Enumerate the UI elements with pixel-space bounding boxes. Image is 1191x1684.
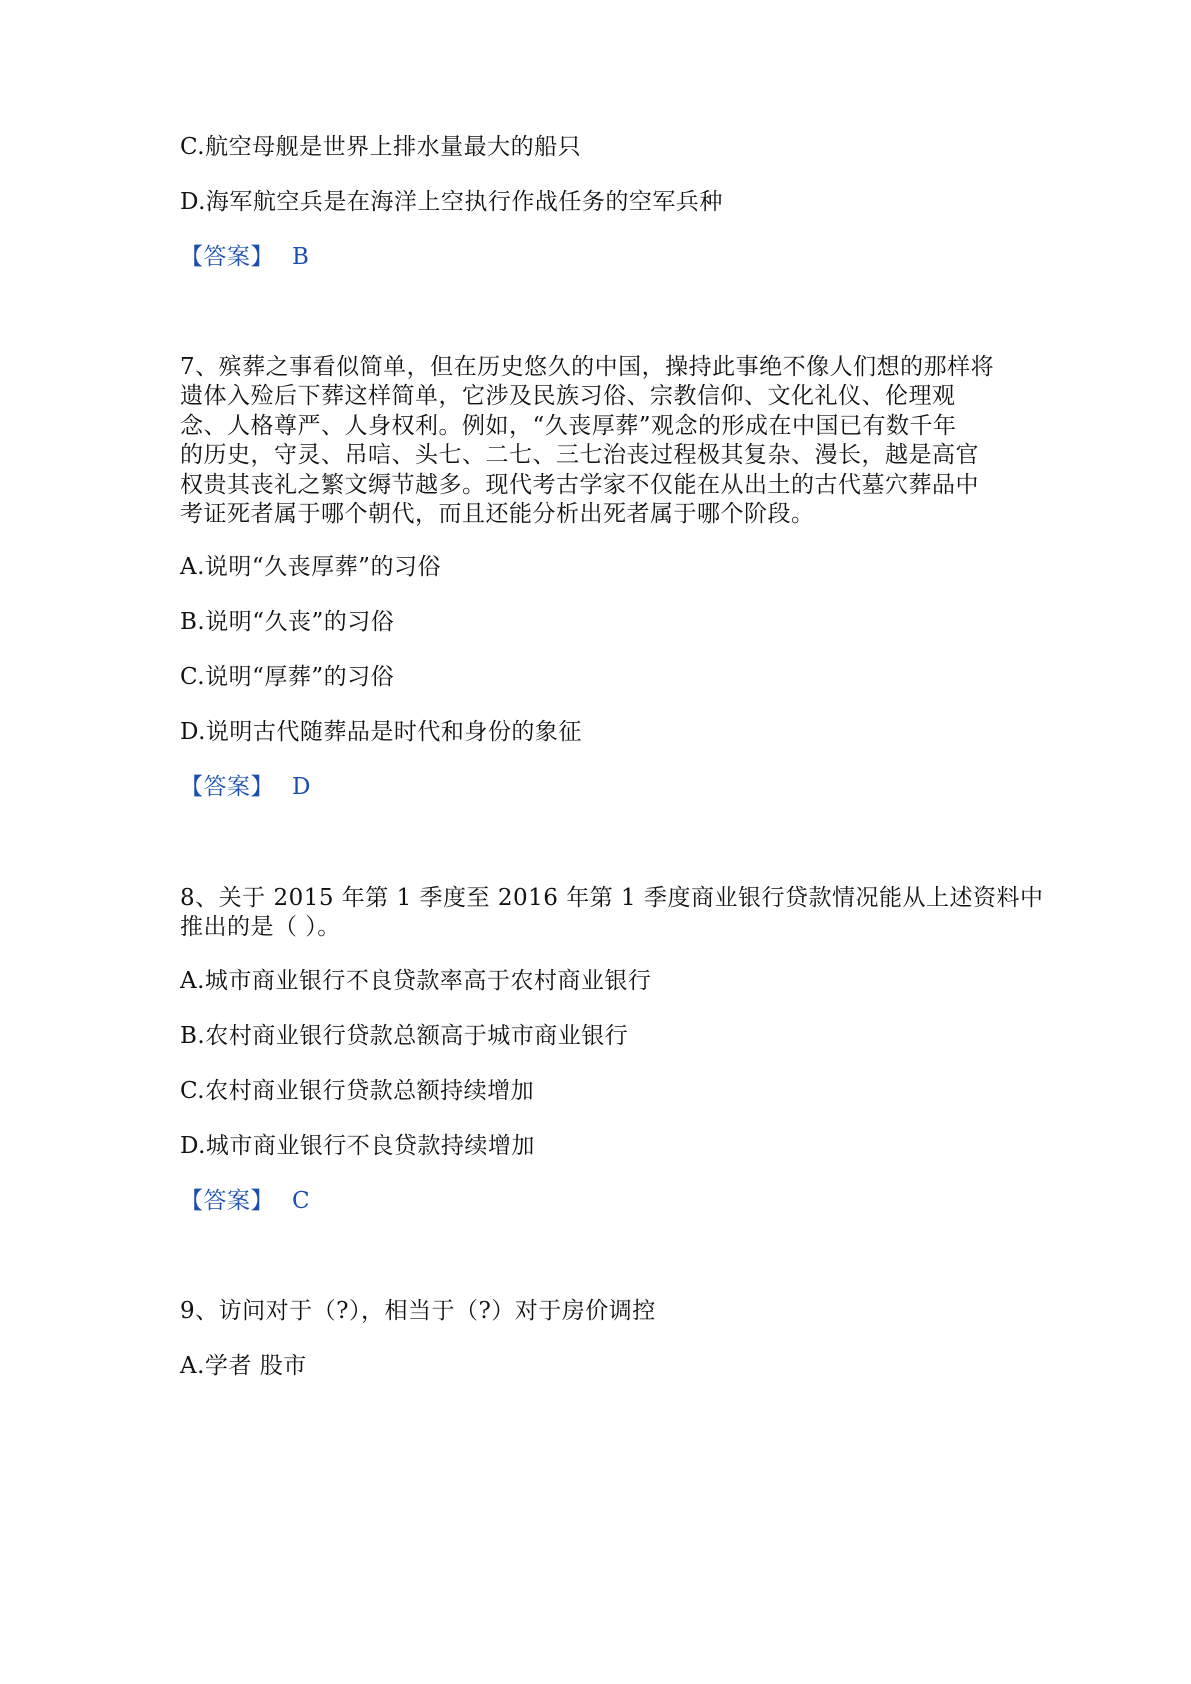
q9-option-a: A.学者 股市: [180, 1353, 307, 1379]
q8-option-b: B.农村商业银行贷款总额高于城市商业银行: [180, 1023, 629, 1049]
answer-value: C: [292, 1188, 311, 1214]
q7-stem-line: 遗体入殓后下葬这样简单，它涉及民族习俗、宗教信仰、文化礼仪、伦理观: [180, 383, 956, 409]
answer-label: 【答案】: [180, 1188, 274, 1214]
q7-option-d: D.说明古代随葬品是时代和身份的象征: [180, 719, 582, 745]
q9-stem: 9、访问对于（?），相当于（?）对于房价调控: [180, 1298, 656, 1324]
q7-stem-line: 7、殡葬之事看似简单，但在历史悠久的中国，操持此事绝不像人们想的那样将: [180, 354, 995, 380]
answer-value: D: [292, 774, 311, 800]
q8-option-d: D.城市商业银行不良贷款持续增加: [180, 1133, 535, 1159]
q7-stem-line: 的历史，守灵、吊唁、头七、二七、三七治丧过程极其复杂、漫长，越是高官: [180, 442, 979, 468]
q7-option-a: A.说明“久丧厚葬”的习俗: [180, 554, 441, 580]
answer-label: 【答案】: [180, 244, 274, 270]
answer-value: B: [292, 244, 310, 270]
q7-option-c: C.说明“厚葬”的习俗: [180, 664, 395, 690]
q6-option-d: D.海军航空兵是在海洋上空执行作战任务的空军兵种: [180, 189, 723, 215]
q8-stem-line: 推出的是（ ）。: [180, 914, 341, 940]
q7-stem-line: 权贵其丧礼之繁文缛节越多。现代考古学家不仅能在从出土的古代墓穴葬品中: [180, 472, 979, 498]
q8-option-c: C.农村商业银行贷款总额持续增加: [180, 1078, 535, 1104]
q7-option-b: B.说明“久丧”的习俗: [180, 609, 395, 635]
q8-stem-line: 8、关于 2015 年第 1 季度至 2016 年第 1 季度商业银行贷款情况能从上述资料中: [180, 885, 1044, 911]
q6-option-c: C.航空母舰是世界上排水量最大的船只: [180, 134, 582, 160]
q6-answer: [180, 243, 309, 272]
q8-option-a: A.城市商业银行不良贷款率高于农村商业银行: [180, 968, 652, 994]
answer-label: 【答案】: [180, 774, 274, 800]
q7-answer: [180, 773, 311, 802]
q7-stem-line: 念、人格尊严、人身权利。例如，“久丧厚葬”观念的形成在中国已有数千年: [180, 413, 957, 439]
q7-stem-line: 考证死者属于哪个朝代，而且还能分析出死者属于哪个阶段。: [180, 501, 815, 527]
q8-answer: [180, 1187, 310, 1216]
